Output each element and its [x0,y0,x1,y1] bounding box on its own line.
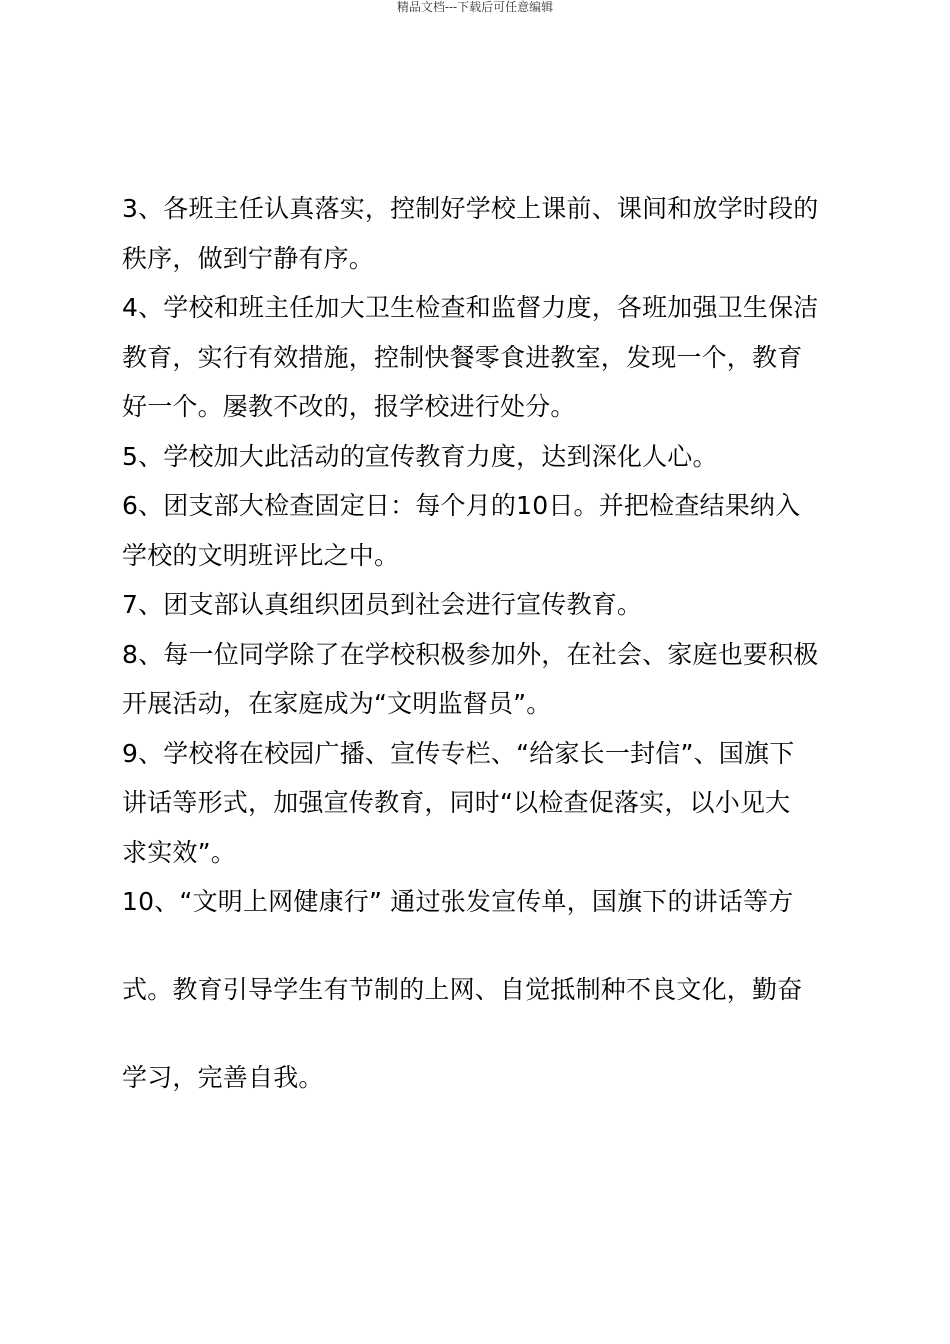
text-line: 7、团支部认真组织团员到社会进行宣传教育。 [122,590,643,619]
text-line: 学习，完善自我。 [122,1063,324,1092]
text-line: 教育，实行有效措施，控制快餐零食进教室，发现一个，教育 [122,342,803,372]
text-line: 式。教育引导学生有节制的上网、自觉抵制种不良文化，勤奋 [122,975,803,1004]
text-line: 求实效”。 [122,837,236,867]
text-line: 开展活动，在家庭成为“文明监督员”。 [122,689,552,718]
page-header: 精品文档---下载后可任意编辑 [396,0,554,14]
text-line: 秩序，做到宁静有序。 [122,243,375,273]
text-line: 5、学校加大此活动的宣传教育力度，达到深化人心。 [122,441,718,471]
text-line: 8、每一位同学除了在学校积极参加外，在社会、家庭也要积极 [122,639,819,669]
text-line: 3、各班主任认真落实，控制好学校上课前、课间和放学时段的 [122,194,819,223]
text-line: 10、“文明上网健康行” 通过张发宣传单，国旗下的讲话等方 [122,887,794,916]
text-line: 讲话等形式，加强宣传教育，同时“以检查促落实，以小见大 [122,788,791,817]
text-line: 好一个。屡教不改的，报学校进行处分。 [122,392,576,421]
text-line: 9、学校将在校园广播、宣传专栏、“给家长一封信”、国旗下 [122,738,795,768]
document-body [122,184,834,1103]
text-line: 6、团支部大检查固定日：每个月的10日。并把检查结果纳入 [122,491,801,520]
text-line: 4、学校和班主任加大卫生检查和监督力度，各班加强卫生保洁 [122,293,819,322]
text-line: 学校的文明班评比之中。 [122,540,400,570]
